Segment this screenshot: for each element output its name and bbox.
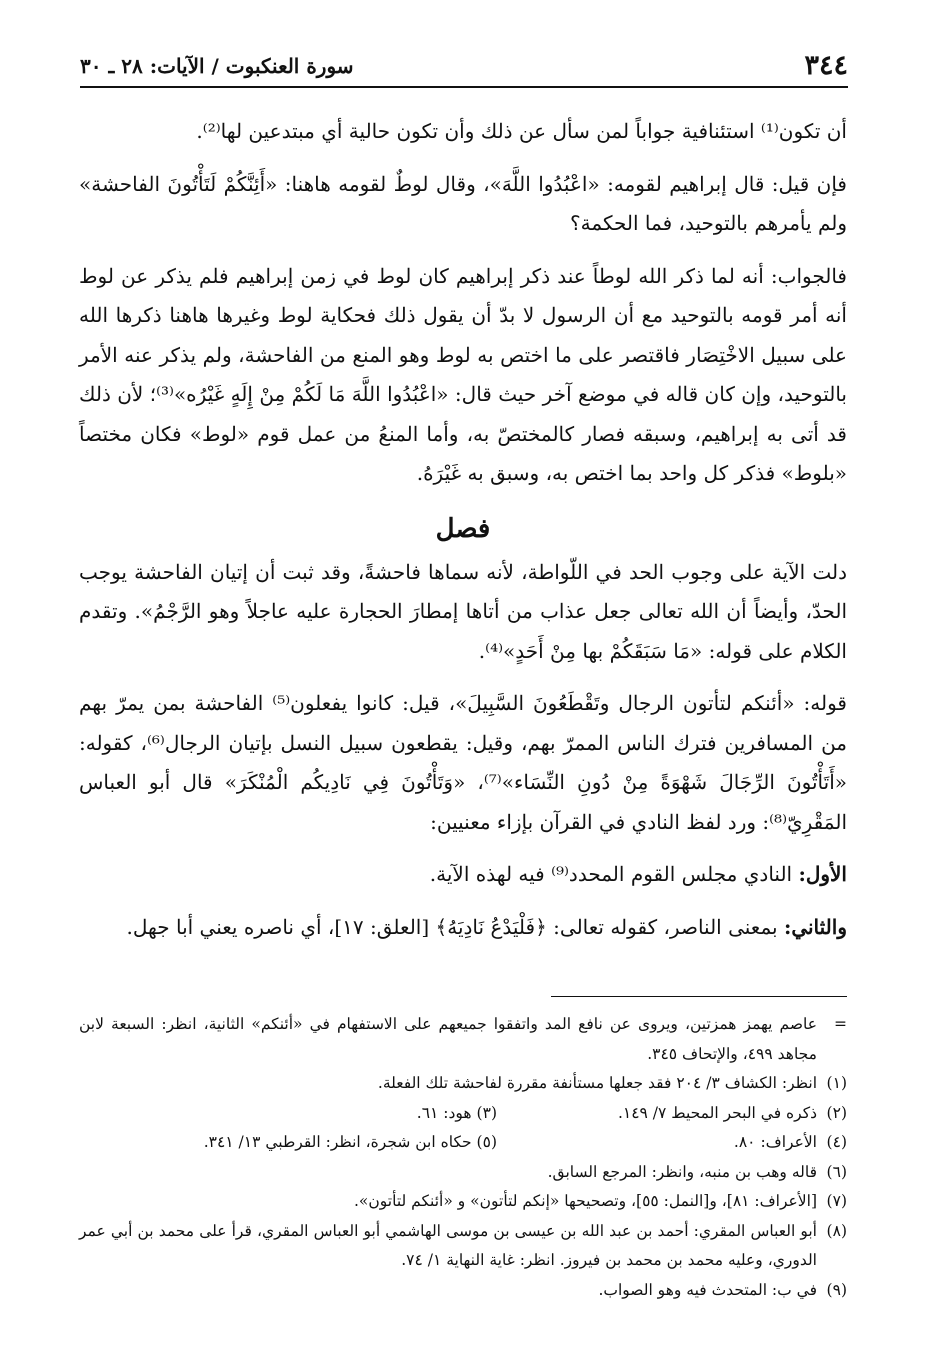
footnote-marker: (٣) <box>476 1103 497 1122</box>
paragraph-7 <box>79 908 847 948</box>
footnote-text: أبو العباس المقري: أحمد بن عبد الله بن عيسى بن موسى الهاشمي أبو العباس المقري، قرأ على محمد بن أبي عمر الدوري، وعليه محمد بن محمد بن فيروز. انظر: غاية النهاية ١/ ٧٤. <box>79 1221 817 1269</box>
footnote-7 <box>79 1187 847 1217</box>
footnote-text: انظر: الكشاف ٣/ ٢٠٤ فقد جعلها مستأنفة مقررة لفاحشة تلك الفعلة. <box>377 1074 817 1092</box>
paragraph-5: قوله: «أئنكم لتأتون الرجال وتَقْطَعُونَ السَّبِيلَ»، قيل: كانوا يفعلون⁽⁵⁾ الفاحشة بمن يمرّ بهم من المسافرين فترك الناس الممرّ بهم، وقيل: يقطعون سبيل النسل بإتيان الرجال⁽⁶⁾، كقوله: «أَتَأْتُونَ الرِّجَالَ شَهْوَةً مِنْ دُونِ النِّسَاء»⁽⁷⁾، «وَتَأْتُونَ فِي نَادِيكُم الْمُنْكَرَ» قال أبو العباس المَقْرِيّ⁽⁸⁾: ورد لفظ النادي في القرآن بإزاء معنيين: <box>79 691 848 834</box>
paragraph-1: أن تكون⁽¹⁾ استئنافية جواباً لمن سأل عن ذلك وأن تكون حالية أي مبتدعين لها⁽²⁾. <box>196 119 847 143</box>
footnote-8 <box>79 1217 847 1276</box>
footnote-6 <box>79 1158 847 1188</box>
header-rule <box>80 86 848 88</box>
footnote-9 <box>79 1276 847 1306</box>
footnote-text: الأعراف: ٨٠. <box>733 1133 817 1151</box>
footnote-marker: (٤) <box>826 1133 847 1151</box>
footnotes <box>79 1010 847 1305</box>
footnote-text: [الأعراف: ٨١]، و[النمل: ٥٥]، وتصحيحها «إنكم لتأتون» و «أئنكم لتأتون». <box>354 1192 817 1210</box>
footnote-text: في ب: المتحدث فيه وهو الصواب. <box>598 1280 817 1299</box>
footnote-4-5 <box>79 1128 847 1158</box>
footnote-continuation <box>79 1010 847 1069</box>
footnote-marker: (٦) <box>826 1162 847 1181</box>
section-heading: فصل <box>435 513 491 544</box>
running-title: سورة العنكبوت / الآيات: ٢٨ ـ ٣٠ <box>80 54 354 78</box>
footnote-marker: (٩) <box>826 1280 847 1299</box>
footnote-marker: (٨) <box>826 1221 847 1240</box>
footnote-marker: (٧) <box>826 1192 847 1210</box>
footnote-text: ذكره في البحر المحيط ٧/ ١٤٩. <box>617 1103 817 1122</box>
paragraph-3: فالجواب: أنه لما ذكر الله لوطاً عند ذكر إبراهيم كان لوط في زمن إبراهيم فلم يذكر عن لوط أنه أمر قومه بالتوحيد مع أن الرسول لا بدّ أن يقول ذلك فحكاية لوط وغيرها هاهنا ذكرها الله على سبيل الاخْتِصَار فاقتصر على ما اختص به لوط وهو المنع من الفاحشة، ولم يذكر عنه الأمر بالتوحيد، وإن كان قاله في موضع آخر حيث قال: «اعْبُدُوا اللَّهَ مَا لَكُمْ مِنْ إِلَهٍ غَيْرُه»⁽³⁾؛ لأن ذلك قد أتى به إبراهيم، وسبقه فصار كالمختصّ به، وأما المنعُ من عمل قوم «لوط» فكان مختصاً «بلوط» فذكر كل واحد بما اختص به، وسبق به غَيْرَهُ. <box>79 263 847 485</box>
footnote-2-3 <box>79 1099 847 1129</box>
footnote-marker: (٢) <box>826 1103 847 1122</box>
first-meaning-text: النادي مجلس القوم المحدد⁽⁹⁾ فيه لهذه الآية. <box>429 862 793 886</box>
second-meaning-text: بمعنى الناصر، كقوله تعالى: ﴿فَلْيَدْعُ نَادِيَهُ﴾ [العلق: ١٧]، أي ناصره يعني أبا جهل. <box>126 914 778 939</box>
main-text <box>79 112 847 960</box>
second-meaning-label: والثاني: <box>783 914 847 939</box>
footnote-marker: (١) <box>826 1074 847 1092</box>
footnote-marker: = <box>834 1015 847 1033</box>
page-header <box>80 48 848 88</box>
paragraph-2: فإن قيل: قال إبراهيم لقومه: «اعْبُدُوا اللَّهَ»، وقال لوطٌ لقومه هاهنا: «أَئِنَّكُمْ لَتَأْتُونَ الفاحشة» ولم يأمرهم بالتوحيد، فما الحكمة؟ <box>79 171 847 235</box>
footnote-text: حكاه ابن شجرة، انظر: القرطبي ١٣/ ٣٤١. <box>203 1133 472 1151</box>
paragraph-4: دلت الآية على وجوب الحد في اللّواطة، لأنه سماها فاحشةً، وقد ثبت أن إتيان الفاحشة يوجب الحدّ، وأيضاً أن الله تعالى جعل عذاب من أتاها إمطارَ الحجارة عليه عاجلاً وهو الرَّجْمُ». وتقدم الكلام على قوله: «مَا سَبَقَكُمْ بها مِنْ أَحَدٍ»⁽⁴⁾. <box>79 559 847 663</box>
footnote-marker: (٥) <box>476 1133 497 1151</box>
page-number: ٣٤٤ <box>804 50 848 81</box>
footnote-text: هود: ٦١. <box>416 1103 472 1122</box>
footnote-text: قاله وهب بن منبه، وانظر: المرجع السابق. <box>547 1162 817 1181</box>
paragraph-6 <box>79 855 847 895</box>
footnote-separator <box>551 996 847 997</box>
first-meaning-label: الأول: <box>798 862 847 886</box>
footnote-1 <box>79 1069 847 1099</box>
footnote-text: عاصم يهمز همزتين، ويروى عن نافع المد واتفقوا جميعهم على الاستفهام في «أئنكم» الثانية، انظر: السبعة لابن مجاهد ٤٩٩، والإتحاف ٣٤٥. <box>79 1015 817 1063</box>
